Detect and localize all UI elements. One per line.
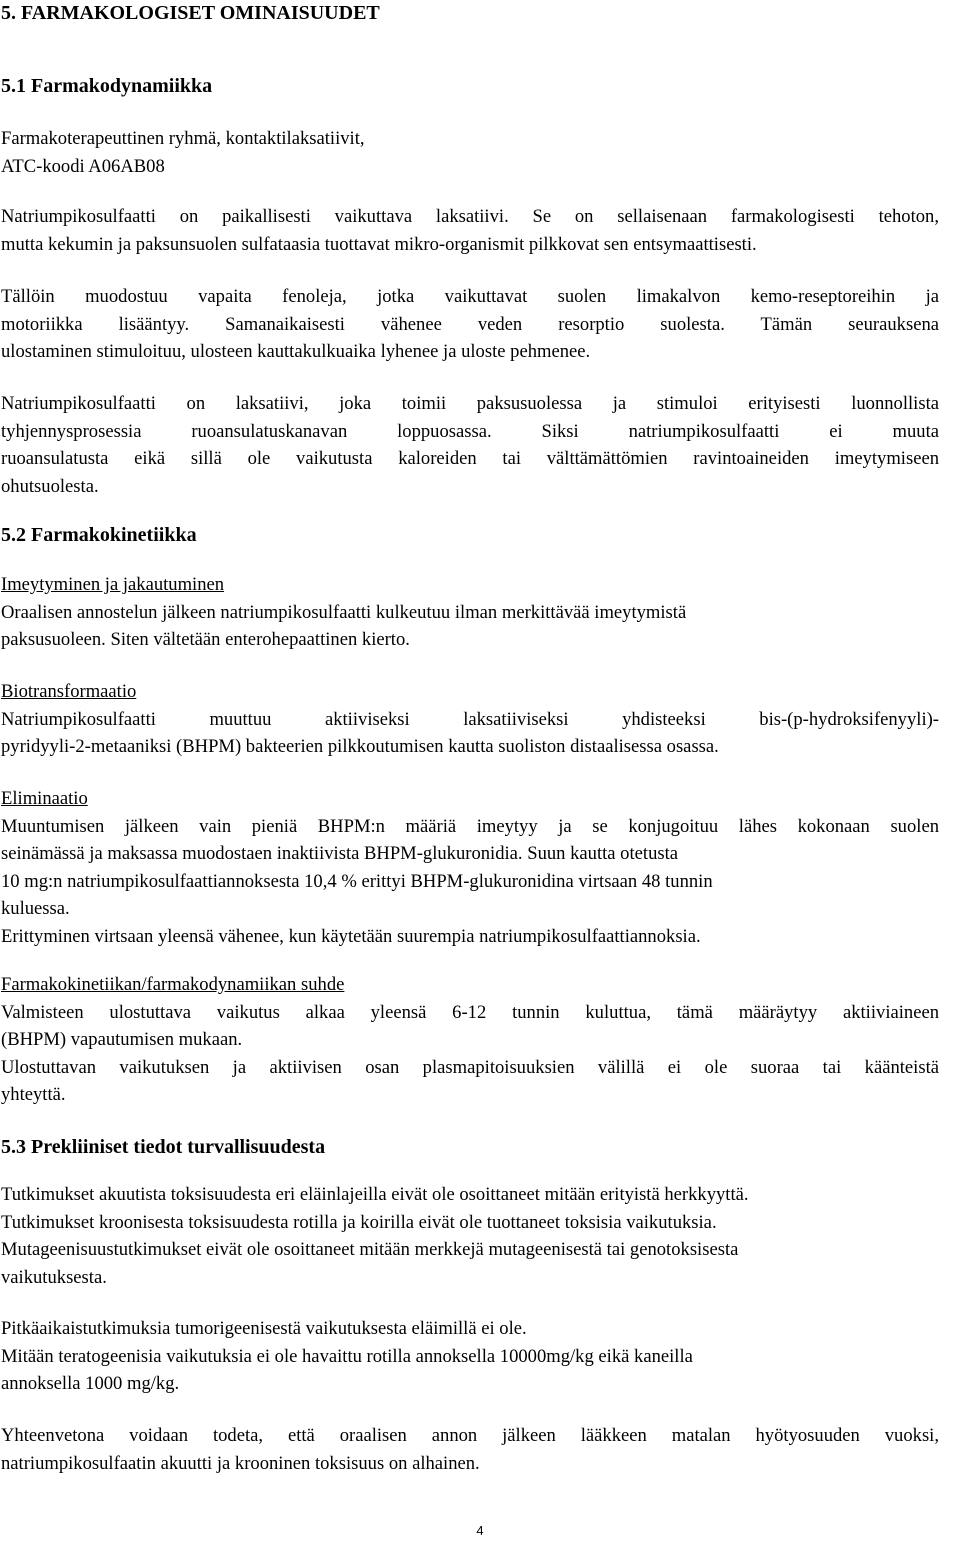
- paragraph-line: annoksella 1000 mg/kg.: [1, 1373, 180, 1395]
- conclusion-paragraph: [1, 1422, 939, 1477]
- paragraph-line: Farmakoterapeuttinen ryhmä, kontaktilaksatiivit,: [1, 128, 365, 149]
- paragraph-line: Natriumpikosulfaatti muuttuu aktiiviseksi laksatiiviseksi yhdisteeksi bis-(p-hydroksifenyyli)-: [1, 708, 939, 730]
- paragraph-line: Muuntumisen jälkeen vain pieniä BHPM:n määriä imeytyy ja se konjugoituu lähes kokonaan suolen: [1, 815, 939, 837]
- paragraph-line: paksusuoleen. Siten vältetään enterohepaattinen kierto.: [1, 629, 410, 651]
- paragraph-line: Mutageenisuustutkimukset eivät ole osoittaneet mitään merkkejä mutageenisestä tai genotoksisesta: [1, 1239, 739, 1261]
- paragraph-line: 10 mg:n natriumpikosulfaattiannoksesta 10,4 % erittyi BHPM-glukuronidina virtsaan 48 tunnin: [1, 870, 713, 892]
- paragraph-line: motoriikka lisääntyy. Samanaikaisesti vähenee veden resorptio suolesta. Tämän seurauksena: [1, 313, 939, 335]
- laxative-action-paragraph: [1, 390, 939, 500]
- pharmacotherapeutic-group-paragraph: [1, 125, 939, 180]
- paragraph-line: Tutkimukset kroonisesta toksisuudesta rotilla ja koirilla eivät ole tuottaneet toksisia vaikutuksia.: [1, 1211, 717, 1233]
- paragraph-line: Natriumpikosulfaatti on paikallisesti vaikuttava laksatiivi. Se on sellaisenaan farmakologisesti tehoton,: [1, 206, 939, 227]
- paragraph-line: yhteyttä.: [1, 1084, 66, 1106]
- elimination-subtitle: Eliminaatio: [1, 788, 88, 809]
- paragraph-line: Natriumpikosulfaatti on laksatiivi, joka toimii paksusuolessa ja stimuloi erityisesti luonnollista: [1, 393, 939, 414]
- paragraph-line: mutta kekumin ja paksunsuolen sulfataasia tuottavat mikro-organismit pilkkovat sen entsymaattisesti.: [1, 233, 757, 255]
- biotransformation-subtitle: Biotransformaatio: [1, 681, 137, 702]
- paragraph-line: ATC-koodi A06AB08: [1, 155, 165, 177]
- paragraph-line: Erittyminen virtsaan yleensä vähenee, kun käytetään suurempia natriumpikosulfaattiannoksia.: [1, 925, 701, 947]
- paragraph-line: Oraalisen annostelun jälkeen natriumpikosulfaatti kulkeutuu ilman merkittävää imeytymistä: [1, 601, 687, 623]
- section-5-3-heading: 5.3 Prekliiniset tiedot turvallisuudesta: [1, 1136, 326, 1158]
- page-number: 4: [476, 1523, 484, 1538]
- carcinogenicity-paragraph: [1, 1315, 939, 1398]
- paragraph-line: seinämässä ja maksassa muodostaen inaktiivista BHPM-glukuronidia. Suun kautta otetusta: [1, 843, 679, 865]
- paragraph-line: Tutkimukset akuutista toksisuudesta eri eläinlajeilla eivät ole osoittaneet mitään erityistä herkkyyttä.: [1, 1184, 749, 1205]
- effect-paragraph: [1, 283, 939, 366]
- paragraph-line: pyridyyli-2-metaaniksi (BHPM) bakteerien pilkkoutumisen kautta suoliston distaalisessa osassa.: [1, 736, 719, 758]
- paragraph-line: Tällöin muodostuu vapaita fenoleja, jotka vaikuttavat suolen limakalvon kemo-reseptoreihin ja: [1, 286, 939, 307]
- paragraph-line: kuluessa.: [1, 898, 70, 920]
- paragraph-line: natriumpikosulfaatin akuutti ja krooninen toksisuus on alhainen.: [1, 1452, 480, 1474]
- paragraph-line: ohutsuolesta.: [1, 475, 99, 497]
- section-5-title: 5. FARMAKOLOGISET OMINAISUUDET: [1, 2, 380, 24]
- paragraph-line: Mitään teratogeenisia vaikutuksia ei ole havaittu rotilla annoksella 10000mg/kg eikä kaneilla: [1, 1345, 693, 1367]
- paragraph-line: ulostaminen stimuloituu, ulosteen kauttakulkuaika lyhenee ja uloste pehmenee.: [1, 341, 591, 363]
- absorption-subtitle: Imeytyminen ja jakautuminen: [1, 574, 225, 595]
- paragraph-line: Valmisteen ulostuttava vaikutus alkaa yleensä 6-12 tunnin kuluttua, tämä määräytyy aktiiviaineen: [1, 1001, 939, 1023]
- pk-pd-relationship-subsection: [1, 971, 939, 1109]
- paragraph-line: Pitkäaikaistutkimuksia tumorigeenisestä vaikutuksesta eläimillä ei ole.: [1, 1318, 527, 1339]
- toxicity-paragraph: [1, 1181, 939, 1291]
- paragraph-line: vaikutuksesta.: [1, 1266, 107, 1288]
- absorption-subsection: [1, 571, 939, 654]
- section-5-1-heading: 5.1 Farmakodynamiikka: [1, 75, 213, 97]
- paragraph-line: Ulostuttavan vaikutuksen ja aktiivisen osan plasmapitoisuuksien välillä ei ole suoraa tai käänteistä: [1, 1056, 939, 1078]
- paragraph-line: tyhjennysprosessia ruoansulatuskanavan loppuosassa. Siksi natriumpikosulfaatti ei muuta: [1, 420, 939, 442]
- pk-pd-subtitle: Farmakokinetiikan/farmakodynamiikan suhde: [1, 974, 345, 995]
- paragraph-line: ruoansulatusta eikä sillä ole vaikutusta kaloreiden tai välttämättömien ravintoaineiden imeytymiseen: [1, 448, 939, 470]
- paragraph-line: Yhteenvetona voidaan todeta, että oraalisen annon jälkeen lääkkeen matalan hyötyosuuden vuoksi,: [1, 1425, 939, 1446]
- biotransformation-subsection: [1, 678, 939, 761]
- mechanism-paragraph: [1, 203, 939, 258]
- paragraph-line: (BHPM) vapautumisen mukaan.: [1, 1029, 243, 1051]
- section-5-2-heading: 5.2 Farmakokinetiikka: [1, 524, 197, 546]
- elimination-subsection: [1, 785, 939, 951]
